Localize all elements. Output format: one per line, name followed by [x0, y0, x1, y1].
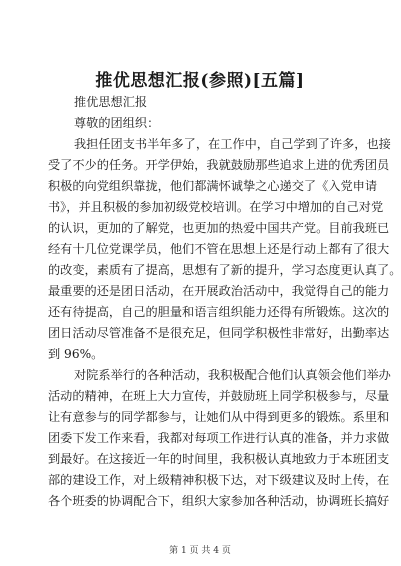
paragraph-line: 到最好。在这接近一年的时间里，我积极认真地致力于本班团支 [48, 452, 390, 466]
document-title: 推优思想汇报(参照)[五篇] [95, 71, 305, 91]
paragraph-line: 最重要的还是团日活动，在开展政治活动中，我觉得自己的能力 [48, 284, 390, 298]
paragraph-line: 到 96%。 [48, 347, 104, 361]
paragraph-line: 书》，并且积极的参加初级党校培训。在学习中增加的自己对党 [48, 200, 384, 214]
paragraph-2 [48, 365, 391, 512]
paragraph-line: 受了不少的任务。开学伊始，我就鼓励那些追求上进的优秀团员 [48, 158, 390, 172]
document-subtitle: 推优思想汇报 [74, 95, 148, 109]
paragraph-line: 部的建设工作，对上级精神积极下达，对下级建议及时上传，在 [48, 473, 390, 487]
paragraph-line: 我担任团支书半年多了，在工作中，自己学到了许多，也接 [74, 137, 391, 151]
paragraph-line: 让有意参与的同学都参与，让她们从中得到更多的锻炼。系里和 [48, 410, 390, 424]
paragraph-line: 的改变，素质有了提高，思想有了新的提升，学习态度更认真了。 [48, 263, 401, 277]
paragraph-line: 还有待提高，自己的胆量和语言组织能力还得有所锻炼。这次的 [48, 305, 390, 319]
page-footer: 第 1 页 共 4 页 [169, 546, 231, 556]
paragraph-line: 经有十几位党课学员，他们不管在思想上还是行动上都有了很大 [48, 242, 390, 256]
paragraph-line: 团委下发工作来看，我都对每项工作进行认真的准备，并力求做 [48, 431, 390, 445]
paragraph-line: 的认识，更加的了解党，也更加的热爱中国共产党。目前我班已 [48, 221, 390, 235]
paragraph-1 [48, 134, 401, 365]
paragraph-line: 团日活动尽管准备不是很充足，但同学积极性非常好，出勤率达 [48, 326, 390, 340]
paragraph-line: 各个班委的协调配合下，组织大家参加各种活动，协调班长搞好 [48, 494, 390, 508]
paragraph-line: 活动的精神，在班上大力宣传，并鼓励班上同学积极参与，尽量 [48, 389, 390, 403]
paragraph-line: 积极的向党组织靠拢，他们都满怀诚挚之心递交了《入党申请 [48, 179, 378, 193]
document-body [48, 92, 401, 512]
salutation: 尊敬的团组织： [74, 116, 160, 130]
paragraph-line: 对院系举行的各种活动，我积极配合他们认真领会他们举办 [74, 368, 391, 382]
